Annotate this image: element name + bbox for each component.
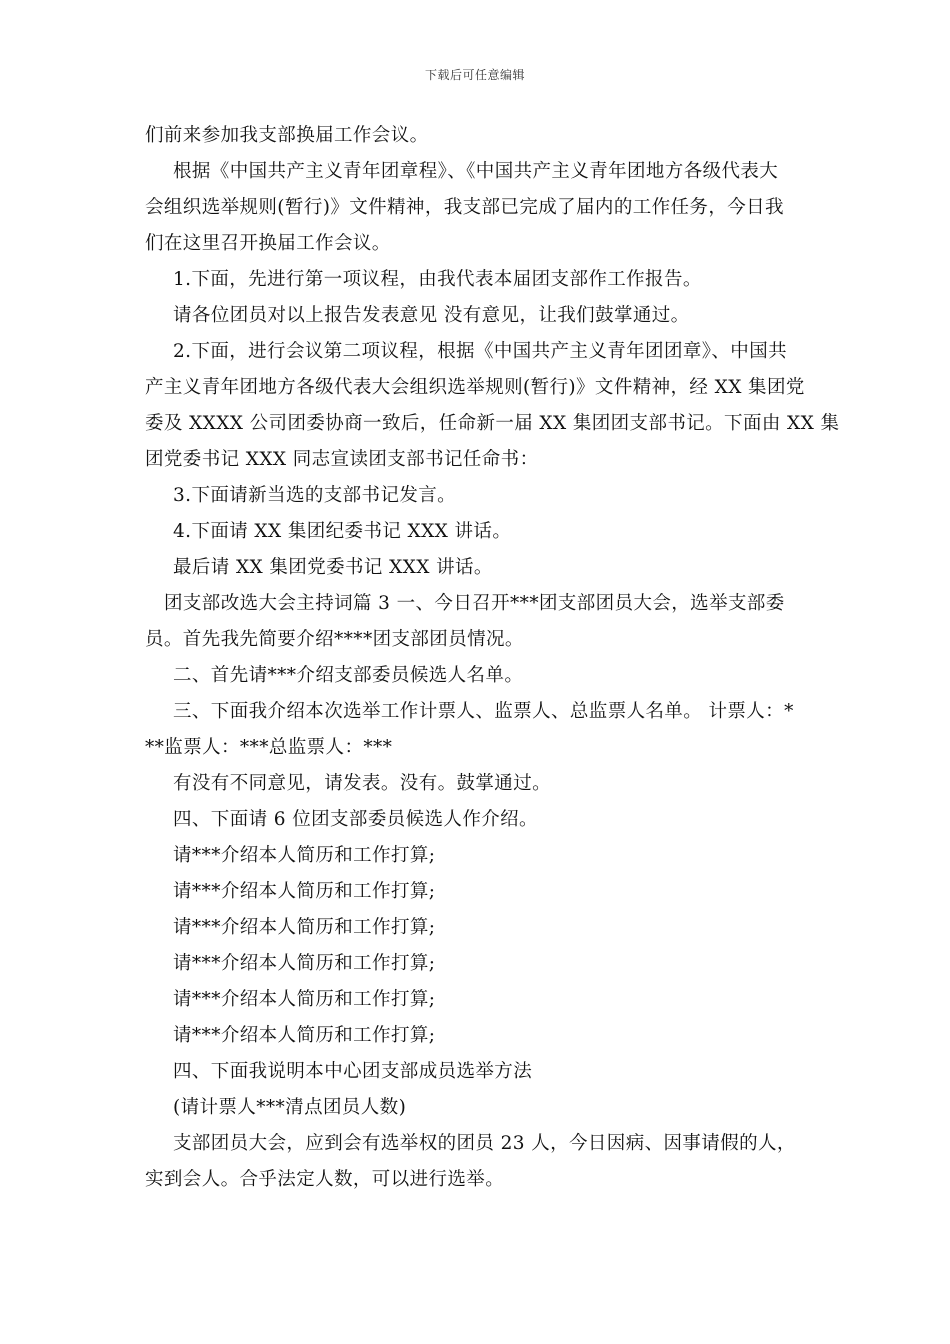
text-line: 3.下面请新当选的支部书记发言。 [173,485,457,506]
text-line: 团支部改选大会主持词篇 3 一、今日召开***团支部团员大会，选举支部委 [164,593,785,614]
text-line: 委及 XXXX 公司团委协商一致后，任命新一届 XX 集团团支部书记。下面由 XX 集 [145,413,840,434]
text-line: 请各位团员对以上报告发表意见 没有意见，让我们鼓掌通过。 [173,305,690,326]
text-line: 根据《中国共产主义青年团章程》、《中国共产主义青年团地方各级代表大 [173,161,779,182]
document-body [145,118,840,1198]
text-line: 四、下面我说明本中心团支部成员选举方法 [173,1061,533,1082]
text-line: 员。首先我先简要介绍****团支部团员情况。 [145,629,524,650]
text-line: 三、下面我介绍本次选举工作计票人、监票人、总监票人名单。 计票人：* [173,701,794,722]
text-line: 请***介绍本人简历和工作打算; [173,1025,436,1046]
text-line: **监票人：***总监票人：*** [145,737,393,758]
text-line: 请***介绍本人简历和工作打算; [173,989,436,1010]
text-line: 四、下面请 6 位团支部委员候选人作介绍。 [173,809,538,830]
text-line: 们在这里召开换届工作会议。 [145,233,391,254]
text-line: 请***介绍本人简历和工作打算; [173,881,436,902]
text-line: 产主义青年团地方各级代表大会组织选举规则(暂行)》文件精神，经 XX 集团党 [145,377,805,398]
text-line: 们前来参加我支部换届工作会议。 [145,125,429,146]
text-line: 二、首先请***介绍支部委员候选人名单。 [173,665,524,686]
text-line: 有没有不同意见，请发表。没有。鼓掌通过。 [173,773,552,794]
text-line: 支部团员大会，应到会有选举权的团员 23 人，今日因病、因事请假的人， [173,1133,796,1154]
text-line: (请计票人***清点团员人数) [173,1097,407,1118]
text-line: 实到会人。合乎法定人数，可以进行选举。 [145,1169,505,1190]
text-line: 会组织选举规则(暂行)》文件精神，我支部已完成了届内的工作任务，今日我 [145,197,784,218]
text-line: 请***介绍本人简历和工作打算; [173,917,436,938]
text-line: 请***介绍本人简历和工作打算; [173,845,436,866]
text-line: 2.下面，进行会议第二项议程，根据《中国共产主义青年团团章》、中国共 [173,341,788,362]
text-line: 请***介绍本人简历和工作打算; [173,953,436,974]
text-line: 4.下面请 XX 集团纪委书记 XXX 讲话。 [173,521,512,542]
text-line: 1.下面，先进行第一项议程，由我代表本届团支部作工作报告。 [173,269,702,290]
text-line: 最后请 XX 集团党委书记 XXX 讲话。 [173,557,493,578]
text-line: 团党委书记 XXX 同志宣读团支部书记任命书： [145,449,539,470]
page-header: 下载后可任意编辑 [424,68,525,82]
